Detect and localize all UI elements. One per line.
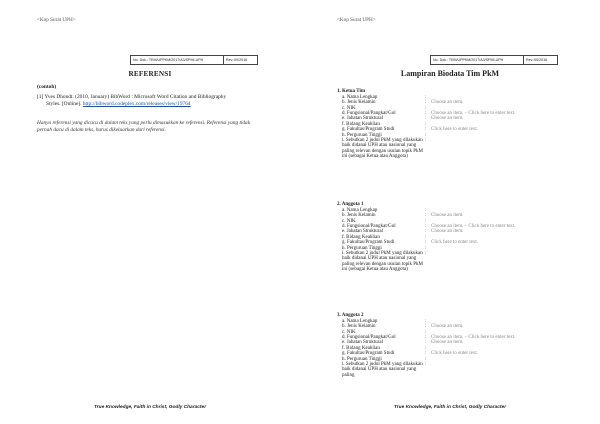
field-label: d. Fungsional/Pangkat/Gol: [342, 111, 396, 117]
field-label: f. Bidang Keahlian: [342, 345, 380, 351]
section-heading: 2. Anggota 1: [337, 202, 364, 207]
field-label: i. Sebutkan 2 judul PkM yang dilakukan baik didanai UPH atau nasional yang paling relevan dengan usulan topik PkM ini (sebagai Ketua atau Anggota): [342, 138, 423, 160]
section-team-leader: [337, 89, 562, 160]
field-label: f. Bidang Keahlian: [342, 234, 380, 240]
field-colon: :: [425, 213, 427, 219]
field-label: a. Nama Lengkap: [342, 94, 378, 100]
field-label: a. Nama Lengkap: [342, 318, 378, 324]
field-label: h. Perguruan Tinggi: [342, 245, 382, 251]
field-label: h. Perguruan Tinggi: [342, 132, 382, 138]
reference-line-1: [1] Yves Dhondt. (2010, January) BibWord : Microsoft Word Citation and Bibliography: [37, 94, 227, 100]
field-colon: :: [425, 362, 427, 368]
field-value[interactable]: Choose an item.: [431, 213, 464, 219]
section-heading: 3. Anggota 2: [337, 313, 364, 318]
field-label: b. Jenis Kelamin: [342, 213, 376, 219]
field-value[interactable]: Click here to enter text.: [431, 240, 479, 246]
footer-motto: True Knowledge, Faith in Christ, Godly Character: [93, 405, 207, 410]
example-label: (contoh): [37, 84, 57, 90]
document-code-box: [430, 55, 558, 65]
field-colon: :: [425, 218, 427, 224]
field-colon: :: [425, 318, 427, 324]
reference-link[interactable]: http://bibword.codeplex.com/releases/view/19764: [82, 101, 191, 107]
biodata-title: Lampiran Biodata Tim PkM: [400, 69, 500, 78]
form-field-row: [337, 251, 562, 273]
field-colon: :: [425, 111, 427, 117]
field-value[interactable]: Choose an item. – Click here to enter text.: [431, 111, 516, 117]
field-colon: :: [425, 138, 427, 144]
field-value[interactable]: Choose an item. – Click here to enter text.: [431, 335, 516, 341]
field-label: d. Fungsional/Pangkat/Gol: [342, 224, 396, 230]
field-colon: :: [425, 234, 427, 240]
document-code-box: [130, 55, 258, 65]
field-label: c. NIK: [342, 329, 356, 335]
field-colon: :: [425, 245, 427, 251]
field-colon: :: [425, 335, 427, 341]
field-colon: :: [425, 116, 427, 122]
field-value[interactable]: Choose an item.: [431, 100, 464, 106]
field-colon: :: [425, 100, 427, 106]
field-label: d. Fungsional/Pangkat/Gol: [342, 335, 396, 341]
field-label: e. Jabatan Struktural: [342, 340, 383, 346]
field-value[interactable]: Choose an item.: [431, 324, 464, 330]
field-label: g. Fakultas/Program Studi: [342, 127, 395, 133]
field-colon: :: [425, 105, 427, 111]
field-label: c. NIK: [342, 218, 356, 224]
reference-entry: [37, 94, 262, 108]
reference-line-2: [37, 101, 262, 108]
field-colon: :: [425, 324, 427, 330]
section-heading: 1. Ketua Tim: [337, 89, 366, 94]
letterhead-placeholder: <Kop Surat UPH>: [37, 17, 76, 23]
field-label: b. Jenis Kelamin: [342, 100, 376, 106]
letterhead-placeholder: <Kop Surat UPH>: [337, 17, 376, 23]
field-colon: :: [425, 207, 427, 213]
footer-motto: True Knowledge, Faith in Christ, Godly Character: [393, 405, 507, 410]
field-value[interactable]: Choose an item. – Click here to enter text.: [431, 224, 516, 230]
form-field-row: [337, 138, 562, 160]
references-title: REFERENSI: [128, 70, 172, 78]
field-value[interactable]: Choose an item.: [431, 116, 464, 122]
field-value[interactable]: Choose an item.: [431, 229, 464, 235]
section-member-1: [337, 202, 562, 273]
field-label: h. Perguruan Tinggi: [342, 356, 382, 362]
field-label: g. Fakultas/Program Studi: [342, 240, 395, 246]
field-colon: :: [425, 240, 427, 246]
field-colon: :: [425, 251, 427, 257]
section-member-2: [337, 313, 562, 378]
field-colon: :: [425, 229, 427, 235]
field-value[interactable]: Click here to enter text.: [431, 351, 479, 357]
field-label: e. Jabatan Struktural: [342, 116, 383, 122]
field-colon: :: [425, 345, 427, 351]
field-colon: :: [425, 329, 427, 335]
field-label: g. Fakultas/Program Studi: [342, 351, 395, 357]
right-page: [300, 0, 600, 424]
references-note: Hanya referensi yang dicacu di dalam teks yang perlu dimasukkan ke referensi. Referensi yang tidak pernah dacu di dalam teks, harus dikeluarkan dari referensi.: [37, 120, 251, 133]
document-revision: Rev.:00/2016: [526, 58, 548, 62]
field-colon: :: [425, 127, 427, 133]
field-value[interactable]: Choose an item.: [431, 340, 464, 346]
field-colon: :: [425, 224, 427, 230]
field-label: f. Bidang Keahlian: [342, 121, 380, 127]
field-label: c. NIK: [342, 105, 356, 111]
field-colon: :: [425, 340, 427, 346]
document-number: No. Dok.: TEM/UPPKM/2017/A3/SPMI-UPH: [131, 56, 224, 64]
document-number: No. Dok.: TEM/UPPKM/2017/A3/SPMI-UPH: [431, 56, 524, 64]
field-label: b. Jenis Kelamin: [342, 324, 376, 330]
field-colon: :: [425, 351, 427, 357]
field-colon: :: [425, 356, 427, 362]
reference-line-2-prefix: Styles. [Online].: [46, 101, 83, 107]
field-label: i. Sebutkan 2 judul PkM yang dilakukan baik didanai UPH atau nasional yang paling: [342, 362, 423, 378]
field-value[interactable]: Click here to enter text.: [431, 127, 479, 133]
document-revision: Rev.:00/2016: [226, 58, 248, 62]
field-colon: :: [425, 132, 427, 138]
field-colon: :: [425, 94, 427, 100]
field-label: a. Nama Lengkap: [342, 207, 378, 213]
field-label: e. Jabatan Struktural: [342, 229, 383, 235]
form-field-row: [337, 362, 562, 378]
field-label: i. Sebutkan 2 judul PkM yang dilakukan baik didanai UPH atau nasional yang paling relevan dengan usulan topik PkM ini (sebagai Ketua atau Anggota): [342, 251, 423, 273]
field-colon: :: [425, 121, 427, 127]
